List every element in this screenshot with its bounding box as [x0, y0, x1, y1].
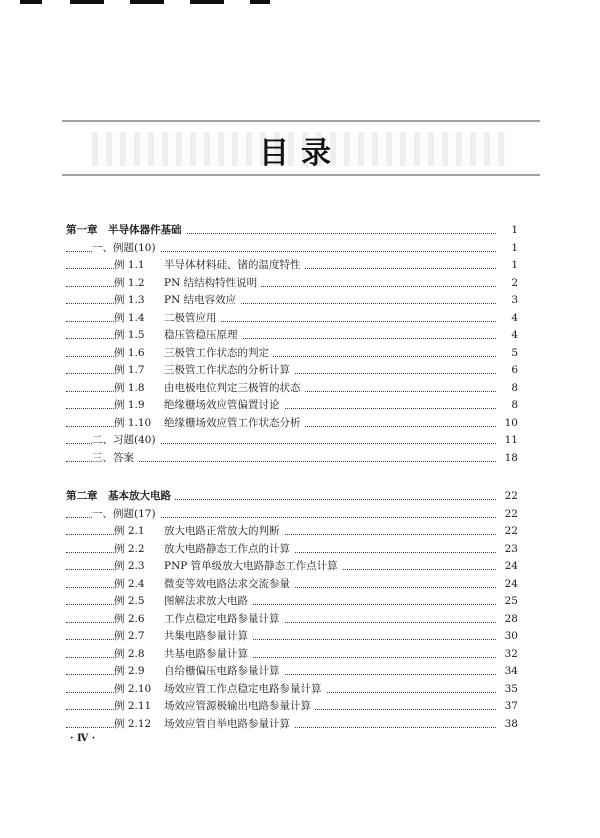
toc-chapter-entry[interactable] [66, 488, 518, 506]
entry-label [114, 576, 294, 594]
page-number: 1 [496, 257, 518, 275]
page-number: 4 [496, 310, 518, 328]
entry-label [114, 275, 261, 293]
toc-item-entry[interactable] [66, 681, 518, 699]
page-number: 22 [496, 488, 518, 506]
page-title: 目录 [259, 136, 343, 171]
entry-label [114, 716, 294, 734]
example-title: 共基电路参量计算 [164, 647, 248, 660]
toc-item-entry[interactable] [66, 327, 518, 345]
page-number: 37 [496, 698, 518, 716]
example-title: 共集电路参量计算 [164, 630, 248, 642]
toc-item-entry[interactable] [66, 257, 518, 275]
example-title: 图解法求放大电路 [164, 595, 248, 607]
entry-label: 二、习题(40) [92, 432, 160, 450]
entry-label: 三、答案 [92, 450, 138, 468]
header-rule-bottom [62, 174, 540, 176]
page-number: 28 [496, 611, 518, 629]
entry-label [114, 698, 315, 716]
example-title: 自给栅偏压电路参量计算 [164, 665, 280, 677]
page-number: 24 [496, 558, 518, 576]
entry-label [114, 397, 284, 415]
example-number: 例 1.7 [114, 364, 145, 376]
toc-item-entry[interactable] [66, 362, 518, 380]
entry-label [114, 663, 284, 681]
toc-item-entry[interactable] [66, 310, 518, 328]
example-title: 绝缘栅场效应管工作状态分析 [164, 416, 301, 429]
example-number: 例 2.7 [114, 630, 145, 642]
example-title: 二极管应用 [164, 311, 217, 324]
example-title: PNP 管单级放大电路静态工作点计算 [164, 560, 338, 572]
page-number: 1 [496, 240, 518, 258]
page-number: 3 [496, 292, 518, 310]
page-number: 24 [496, 576, 518, 594]
example-number: 例 2.4 [114, 577, 145, 590]
example-number: 例 1.1 [114, 259, 145, 271]
entry-label: 第一章 半导体器件基础 [66, 222, 186, 240]
example-title: 工作点稳定电路参量计算 [164, 612, 280, 625]
page-number: 22 [496, 523, 518, 541]
example-number: 例 1.2 [114, 276, 145, 289]
table-of-contents [66, 222, 518, 733]
example-number: 例 2.10 [114, 682, 152, 695]
entry-label: 一、例题(17) [92, 506, 160, 524]
example-number: 例 2.8 [114, 647, 145, 660]
toc-item-entry[interactable] [66, 345, 518, 363]
entry-label [114, 380, 305, 398]
header-rule-top [62, 120, 540, 122]
entry-label [114, 681, 326, 699]
page-number: 25 [496, 593, 518, 611]
entry-label [114, 593, 252, 611]
page-number: 5 [496, 345, 518, 363]
example-number: 例 1.10 [114, 416, 152, 429]
example-number: 例 1.9 [114, 399, 145, 411]
toc-item-entry[interactable] [66, 593, 518, 611]
entry-label [114, 415, 305, 433]
entry-label [114, 362, 294, 380]
entry-label [114, 628, 252, 646]
example-title: 三极管工作状态的判定 [164, 346, 269, 359]
entry-label [114, 327, 242, 345]
entry-label [114, 292, 240, 310]
example-title: PN 结电容效应 [164, 294, 237, 306]
example-title: 绝缘栅场效应管偏置讨论 [164, 399, 280, 411]
example-number: 例 2.9 [114, 665, 145, 677]
toc-section-entry[interactable] [66, 432, 518, 450]
scan-top-edge [0, 0, 600, 6]
example-number: 例 2.11 [114, 700, 152, 712]
example-number: 例 2.2 [114, 542, 145, 555]
toc-header [62, 112, 540, 182]
example-title: 三极管工作状态的分析计算 [164, 364, 290, 376]
page-number: 4 [496, 327, 518, 345]
example-number: 例 1.4 [114, 311, 145, 324]
example-number: 例 1.8 [114, 381, 145, 394]
example-title: 半导体材料硅、锗的温度特性 [164, 259, 301, 271]
toc-item-entry[interactable] [66, 628, 518, 646]
entry-label: 第二章 基本放大电路 [66, 488, 175, 506]
toc-item-entry[interactable] [66, 646, 518, 664]
toc-item-entry[interactable] [66, 716, 518, 734]
toc-chapter-entry[interactable] [66, 222, 518, 240]
example-number: 例 1.5 [114, 329, 145, 341]
toc-section-entry[interactable] [66, 506, 518, 524]
toc-section-entry[interactable] [66, 450, 518, 468]
example-number: 例 2.12 [114, 717, 152, 730]
toc-item-entry[interactable] [66, 663, 518, 681]
toc-item-entry[interactable] [66, 292, 518, 310]
example-number: 例 1.6 [114, 346, 145, 359]
entry-label [114, 257, 305, 275]
page-number: 6 [496, 362, 518, 380]
page-number: 2 [496, 275, 518, 293]
toc-item-entry[interactable] [66, 611, 518, 629]
toc-chapter-block [66, 222, 518, 467]
page-number: 11 [496, 432, 518, 450]
example-title: 场效应管自举电路参量计算 [164, 717, 290, 730]
toc-item-entry[interactable] [66, 275, 518, 293]
example-title: 场效应管源极输出电路参量计算 [164, 700, 311, 712]
page-number: 32 [496, 646, 518, 664]
toc-item-entry[interactable] [66, 541, 518, 559]
toc-item-entry[interactable] [66, 558, 518, 576]
entry-label [114, 646, 252, 664]
example-title: 由电极电位判定三极管的状态 [164, 381, 301, 394]
page-number: 8 [496, 380, 518, 398]
example-title: PN 结结构特性说明 [164, 276, 258, 289]
page-number: 38 [496, 716, 518, 734]
entry-label [114, 541, 294, 559]
page-number: 34 [496, 663, 518, 681]
entry-label: 一、例题(10) [92, 240, 160, 258]
page-number: 22 [496, 506, 518, 524]
entry-label [114, 345, 273, 363]
example-number: 例 2.6 [114, 612, 145, 625]
example-title: 微变等效电路法求交流参量 [164, 577, 290, 590]
toc-chapter-block [66, 488, 518, 733]
toc-item-entry[interactable] [66, 576, 518, 594]
toc-item-entry[interactable] [66, 397, 518, 415]
entry-label [114, 310, 221, 328]
entry-label [114, 523, 284, 541]
entry-label [114, 611, 284, 629]
toc-item-entry[interactable] [66, 698, 518, 716]
example-title: 放大电路静态工作点的计算 [164, 542, 290, 555]
page-number: 35 [496, 681, 518, 699]
page-number: 30 [496, 628, 518, 646]
page-number: 10 [496, 415, 518, 433]
entry-label [114, 558, 342, 576]
example-title: 放大电路正常放大的判断 [164, 525, 280, 537]
page-number: 23 [496, 541, 518, 559]
toc-section-entry[interactable] [66, 240, 518, 258]
page-number-footer: · Ⅳ · [70, 733, 96, 744]
example-number: 例 2.5 [114, 595, 145, 607]
page-number: 18 [496, 450, 518, 468]
toc-item-entry[interactable] [66, 415, 518, 433]
toc-item-entry[interactable] [66, 380, 518, 398]
example-title: 稳压管稳压原理 [164, 329, 238, 341]
page-number: 8 [496, 397, 518, 415]
page-number: 1 [496, 222, 518, 240]
example-number: 例 2.3 [114, 560, 145, 572]
example-number: 例 1.3 [114, 294, 145, 306]
example-title: 场效应管工作点稳定电路参量计算 [164, 682, 322, 695]
example-number: 例 2.1 [114, 525, 145, 537]
toc-item-entry[interactable] [66, 523, 518, 541]
